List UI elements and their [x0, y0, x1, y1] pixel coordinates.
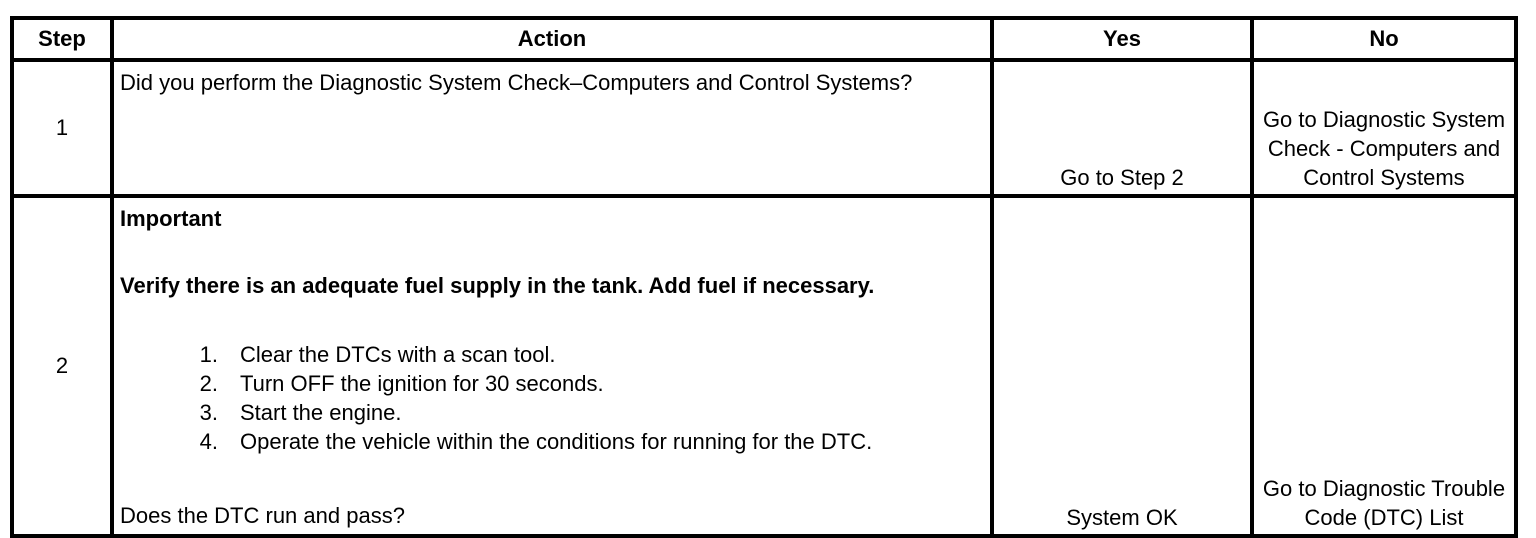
- list-item: [120, 427, 984, 456]
- list-item-number: 1.: [199, 342, 218, 367]
- action-question: Did you perform the Diagnostic System Check–Computers and Control Systems?: [120, 70, 913, 95]
- list-item-number: 4.: [199, 429, 218, 454]
- procedure-steps: [120, 340, 984, 456]
- list-item-text: Operate the vehicle within the conditions for running for the DTC.: [240, 429, 873, 454]
- table-row: [12, 196, 1516, 536]
- no-result: Go to Diagnostic System Check - Computers and Control Systems: [1252, 60, 1516, 196]
- step-number: 2: [12, 196, 112, 536]
- important-note: Verify there is an adequate fuel supply in the tank. Add fuel if necessary.: [120, 273, 875, 298]
- action-cell: [112, 60, 992, 196]
- action-cell: [112, 196, 992, 536]
- list-item-number: 3.: [199, 400, 218, 425]
- action-question: Does the DTC run and pass?: [120, 503, 405, 528]
- action-content: [120, 204, 984, 530]
- important-label: Important: [120, 206, 222, 231]
- header-no: No: [1252, 18, 1516, 60]
- yes-result: System OK: [992, 196, 1252, 536]
- list-item-text: Start the engine.: [240, 400, 402, 425]
- list-item-text: Turn OFF the ignition for 30 seconds.: [240, 371, 604, 396]
- list-item: [120, 369, 984, 398]
- list-item: [120, 340, 984, 369]
- step-number: 1: [12, 60, 112, 196]
- yes-result: Go to Step 2: [992, 60, 1252, 196]
- header-yes: Yes: [992, 18, 1252, 60]
- list-item-text: Clear the DTCs with a scan tool.: [240, 342, 556, 367]
- list-item: [120, 398, 984, 427]
- list-item-number: 2.: [199, 371, 218, 396]
- diagnostic-table: [10, 16, 1518, 538]
- header-action: Action: [112, 18, 992, 60]
- header-step: Step: [12, 18, 112, 60]
- header-row: [12, 18, 1516, 60]
- no-result: Go to Diagnostic Trouble Code (DTC) List: [1252, 196, 1516, 536]
- table-row: [12, 60, 1516, 196]
